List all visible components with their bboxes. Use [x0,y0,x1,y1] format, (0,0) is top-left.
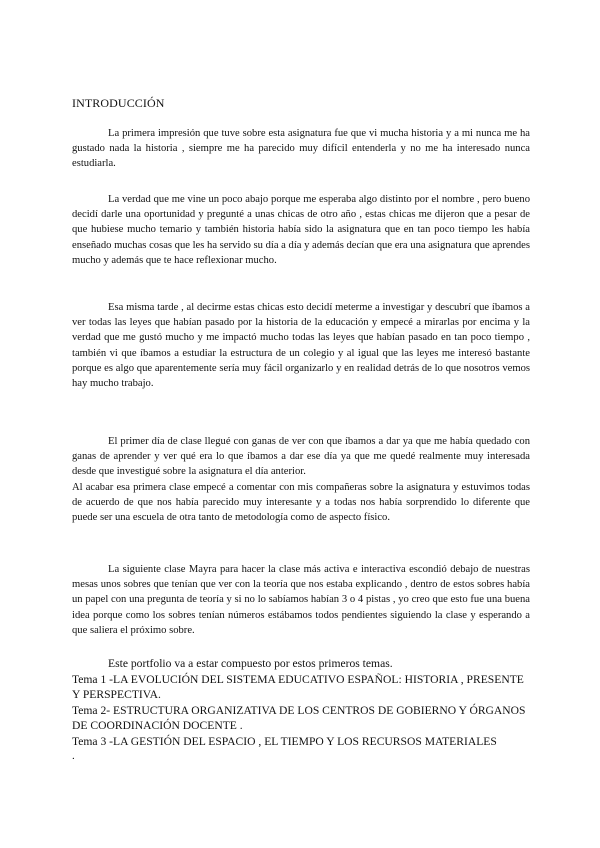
paragraph-4: El primer día de clase llegué con ganas de ver con que íbamos a dar ya que me había quedado con ganas de aprender y ver qué era lo que íbamos a dar ese día ya que me quedé realmente muy interesada desde que investigué sobre la asignatura el día anterior. [72,436,530,478]
paragraph-2-block [72,192,530,268]
paragraph-4-block [72,434,530,525]
topics-list [72,656,530,762]
topic-1: Tema 1 -LA EVOLUCIÓN DEL SISTEMA EDUCATIVO ESPAÑOL: HISTORIA , PRESENTE Y PERSPECTIVA. [72,672,524,702]
paragraph-3: Esa misma tarde , al decirme estas chicas esto decidí meterme a investigar y descubrí que íbamos a ver todas las leyes que habían pasado por la historia de la educación y empecé a mirarlas por encima y la verdad que me gustó mucho y me impactó mucho todas las leyes que habían pasado en tan poco tiempo , también vi que íbamos a estudiar la estructura de un colegio y al igual que las leyes me interesó bastante porque es algo que aparentemente sería muy fácil organizarlo y en realidad detrás de lo que nosotros vemos hay mucho trabajo. [72,302,530,390]
paragraph-3-block [72,300,530,391]
topic-2: Tema 2- ESTRUCTURA ORGANIZATIVA DE LOS CENTROS DE GOBIERNO Y ÓRGANOS DE COORDINACIÓN DOCENTE . [72,703,526,733]
topic-3: Tema 3 -LA GESTIÓN DEL ESPACIO , EL TIEMPO Y LOS RECURSOS MATERIALES [72,734,497,748]
paragraph-1-block [72,126,530,172]
page-title: INTRODUCCIÓN [72,96,165,110]
paragraph-2: La verdad que me vine un poco abajo porque me esperaba algo distinto por el nombre , pero bueno decidí darle una oportunidad y pregunté a unas chicas de otro año , estas chicas me dijeron que a pesar de que hubiese mucho temario y también historia había sido la asignatura que en tan poco tiempo les había enseñado muchas cosas que les ha servido su día a día y además decían que era una asignatura que aprendes mucho y además que te hace reflexionar mucho. [72,194,531,266]
paragraph-5: Al acabar esa primera clase empecé a comentar con mis compañeras sobre la asignatura y estuvimos todas de acuerdo de que nos había parecido muy interesante y a todas nos había sorprendido lo diferente que puede ser una escuela de otra tanto de metodología como de aspecto físico. [72,481,530,524]
portfolio-intro: Este portfolio va a estar compuesto por estos primeros temas. [108,657,393,670]
trailing-mark: . [72,749,75,762]
paragraph-6: La siguiente clase Mayra para hacer la clase más activa e interactiva escondió debajo de nuestras mesas unos sobres que tenían que ver con la teoría que nos estaba explicando , dentro de estos sobres había un papel con una pregunta de teoría y si no lo sabíamos habían 3 o 4 pistas , yo creo que esto fue una buena idea porque como los sobres tenían números estábamos todos pendientes siguiendo la clase y esperando a que saliera el próximo sobre. [72,564,530,636]
paragraph-6-block [72,562,530,638]
paragraph-1: La primera impresión que tuve sobre esta asignatura fue que vi mucha historia y a mi nunca me ha gustado nada la historia , siempre me ha parecido muy difícil entenderla y no me ha interesado nunca estudiarla. [72,128,530,170]
